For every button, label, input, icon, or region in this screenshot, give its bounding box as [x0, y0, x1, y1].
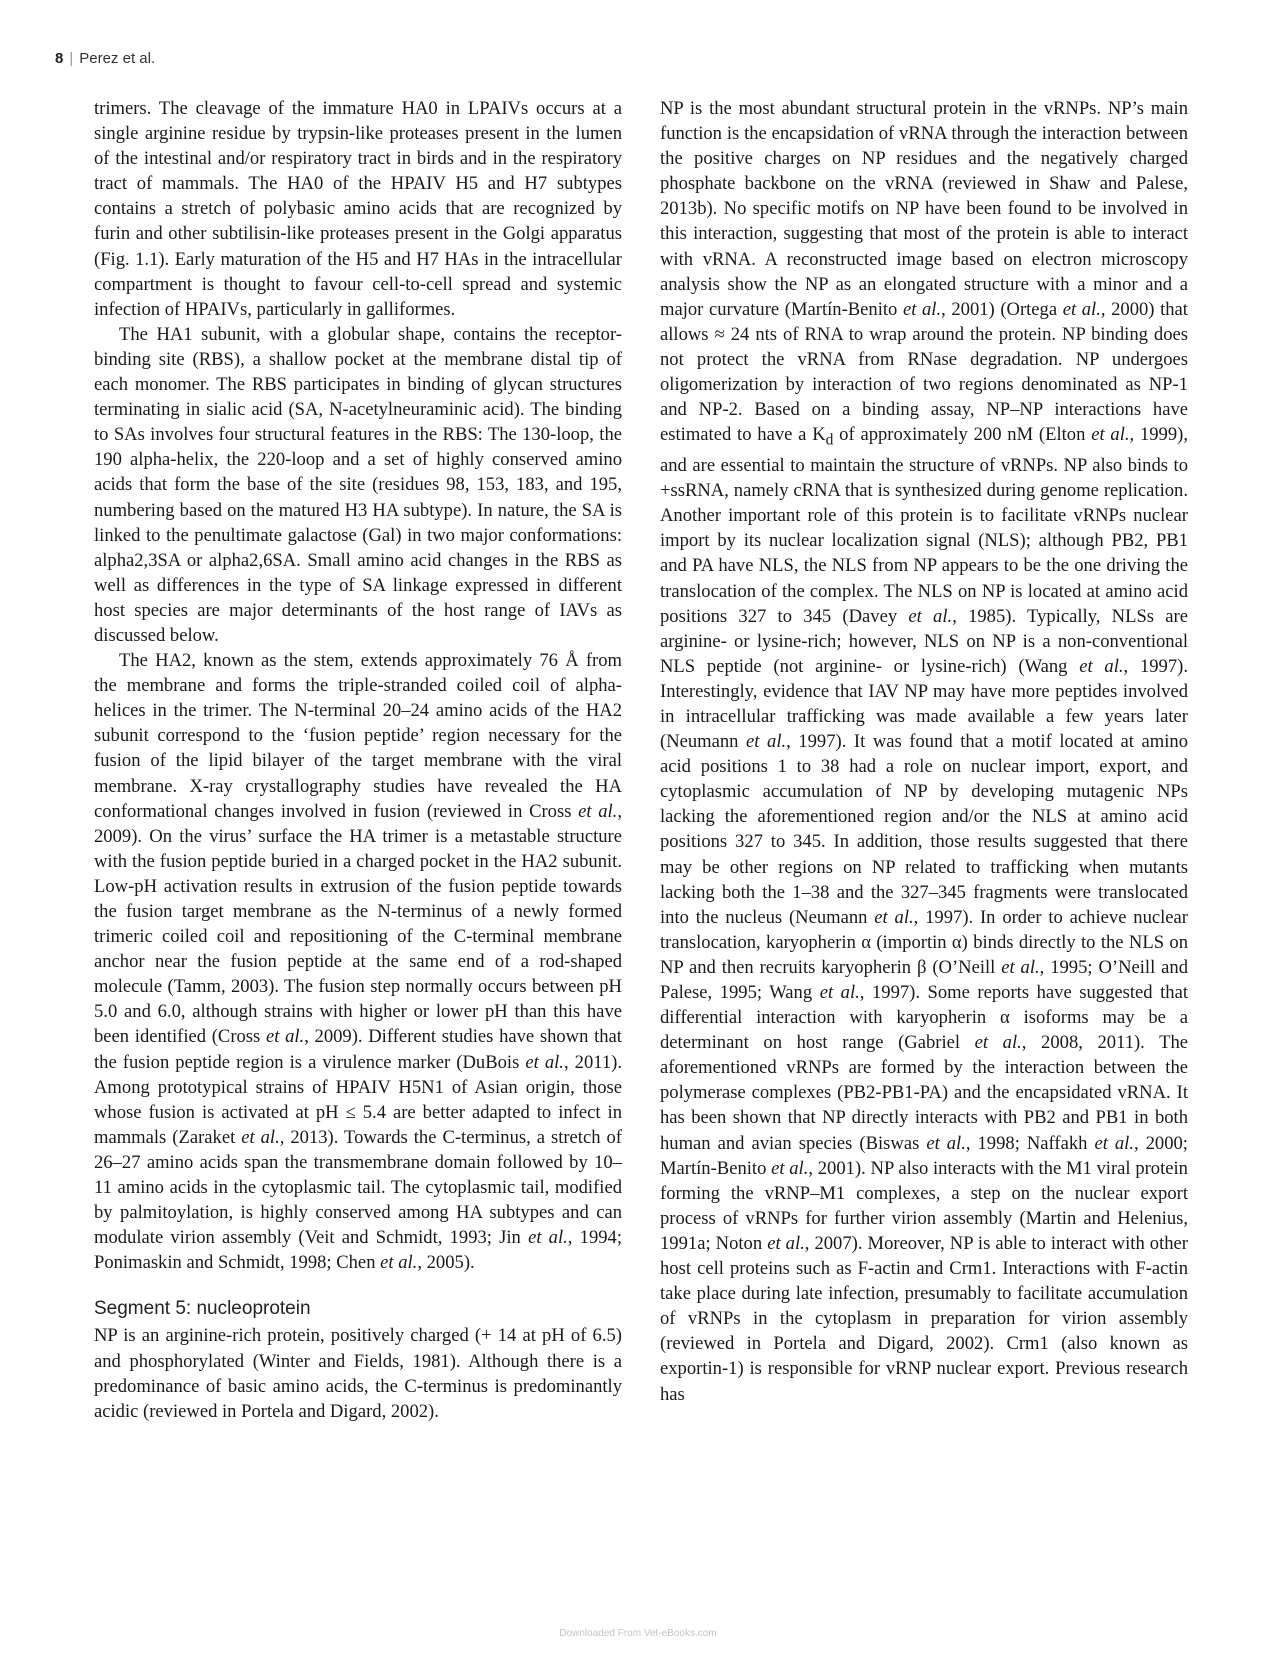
paragraph-ha0-cleavage: trimers. The cleavage of the immature HA0 in LPAIVs occurs at a single arginine residue by trypsin-like proteases present in the lumen of the intestinal and/or respiratory tract in birds and in the respiratory tract of mammals. The HA0 of the HPAIV H5 and H7 subtypes contains a stretch of polybasic amino acids that are recognized by furin and other subtilisin-like proteases present in the Golgi apparatus (Fig. 1.1). Early maturation of the H5 and H7 HAs in the intracellular compartment is thought to favour cell-to-cell spread and systemic infection of HPAIVs, particularly in galliformes. [94, 98, 622, 320]
running-head-authors: Perez et al. [79, 50, 156, 67]
paragraph-ha2-stem: The HA2, known as the stem, extends approximately 76 Å from the membrane and forms the triple-stranded coiled coil of alpha-helices in the trimer. The N-terminal 20–24 amino acids of the HA2 subunit correspond to the ‘fusion peptide’ region necessary for the fusion of the lipid bilayer of the target membrane with the viral membrane. X-ray crystallography studies have revealed the HA conformational changes involved in fusion (reviewed in Cross et al., 2009). On the virus’ surface the HA trimer is a metastable structure with the fusion peptide buried in a charged pocket in the HA2 subunit. Low-pH activation results in extrusion of the fusion peptide towards the fusion target membrane as the N-terminus of a newly formed trimeric coiled coil and repositioning of the C-terminal membrane anchor near the fusion peptide at the same end of a rod-shaped molecule (Tamm, 2003). The fusion step normally occurs between pH 5.0 and 6.0, although strains with higher or lower pH than this have been identified (Cross et al., 2009). Different studies have shown that the fusion peptide region is a virulence marker (DuBois et al., 2011). Among prototypical strains of HPAIV H5N1 of Asian origin, those whose fusion is activated at pH ≤ 5.4 are better adapted to infect in mammals (Zaraket et al., 2013). Towards the C-terminus, a stretch of 26–27 amino acids span the transmembrane domain followed by 10–11 amino acids in the cytoplasmic tail. The cytoplasmic tail, modified by palmitoylation, is highly conserved among HA subtypes and can modulate virion assembly (Veit and Schmidt, 1993; Jin et al., 1994; Ponimaskin and Schmidt, 1998; Chen et al., 2005). [94, 650, 623, 1274]
paragraph-ha1-subunit: The HA1 subunit, with a globular shape, contains the receptor-binding site (RBS), a shallow pocket at the membrane distal tip of each monomer. The RBS participates in binding of glycan structures terminating in sialic acid (SA, N-acetylneuraminic acid). The binding to SAs involves four structural features in the RBS: The 130-loop, the 190 alpha-helix, the 220-loop and a set of highly conserved amino acids that form the base of the site (residues 98, 153, 183, and 195, numbering based on the matured H3 HA subtype). In nature, the SA is linked to the penultimate galactose (Gal) in two major conformations: alpha2,3SA or alpha2,6SA. Small amino acid changes in the RBS as well as differences in the type of SA linkage expressed in different host species are major determinants of the host range of IAVs as discussed below. [94, 323, 622, 646]
section-heading-nucleoprotein: Segment 5: nucleoprotein [94, 1298, 311, 1320]
download-watermark: Downloaded From Vet-eBooks.com [559, 1628, 717, 1639]
page-number: 8 [55, 50, 64, 67]
left-column [94, 96, 622, 1424]
header-separator: | [69, 50, 74, 67]
paragraph-np-intro: NP is an arginine-rich protein, positively charged (+ 14 at pH of 6.5) and phosphorylated (Winter and Fields, 1981). Although there is a predominance of basic amino acids, the C-terminus is predominantly acidic (reviewed in Portela and Digard, 2002). [94, 1325, 622, 1422]
running-header [55, 50, 155, 67]
paragraph-np-function: NP is the most abundant structural protein in the vRNPs. NP’s main function is the encapsidation of vRNA through the interaction between the positive charges on NP residues and the negatively charged phosphate backbone on the vRNA (reviewed in Shaw and Palese, 2013b). No specific motifs on NP have been found to be involved in this interaction, suggesting that most of the protein is able to interact with vRNA. A reconstructed image based on electron microscopy analysis show the NP as an elongated structure with a minor and a major curvature (Martín-Benito et al., 2001) (Ortega et al., 2000) that allows ≈ 24 nts of RNA to wrap around the protein. NP binding does not protect the vRNA from RNase degradation. NP undergoes oligomerization by interaction of two regions denominated as NP-1 and NP-2. Based on a binding assay, NP–NP interactions have estimated to have a $K_d$ of approximately 200 nM (Elton et al., 1999), and are essential to maintain the structure of vRNPs. NP also binds to +ssRNA, namely cRNA that is synthesized during genome replication. Another important role of this protein is to facilitate vRNPs nuclear import by its nuclear localization signal (NLS); although PB2, PB1 and PA have NLS, the NLS from NP appears to be the one driving the translocation of the complex. The NLS on NP is located at amino acid positions 327 to 345 (Davey et al., 1985). Typically, NLSs are arginine- or lysine-rich; however, NLS on NP is a non-conventional NLS peptide (not arginine- or lysine-rich) (Wang et al., 1997). Interestingly, evidence that IAV NP may have more peptides involved in intracellular trafficking was made available a few years later (Neumann et al., 1997). It was found that a motif located at amino acid positions 1 to 38 had a role on nuclear import, export, and cytoplasmic accumulation of NP by developing mutagenic NPs lacking the aforementioned region and/or the NLS at amino acid positions 327 to 345. In addition, those results suggested that there may be other regions on NP related to trafficking when mutants lacking both the 1–38 and the 327–345 fragments were translocated into the nucleus (Neumann et al., 1997). In order to achieve nuclear translocation, karyopherin α (importin α) binds directly to the NLS on NP and then recruits karyopherin β (O’Neill et al., 1995; O’Neill and Palese, 1995; Wang et al., 1997). Some reports have suggested that differential interaction with karyopherin α isoforms may be a determinant on host range (Gabriel et al., 2008, 2011). The aforementioned vRNPs are formed by the interaction between the polymerase complexes (PB2-PB1-PA) and the encapsidated vRNA. It has been shown that NP directly interacts with PB2 and PB1 in both human and avian species (Biswas et al., 1998; Naffakh et al., 2000; Martín-Benito et al., 2001). NP also interacts with the M1 viral protein forming the vRNP–M1 complexes, a step on the nuclear export process of vRNPs for further virion assembly (Martin and Helenius, 1991a; Noton et al., 2007). Moreover, NP is able to interact with other host cell proteins such as F-actin and Crm1. Interactions with F-actin take place during late infection, presumably to facilitate accumulation of vRNPs in the cytoplasm in preparation for virion assembly (reviewed in Portela and Digard, 2002). Crm1 (also known as exportin-1) is responsible for vRNP nuclear export. Previous research has [660, 98, 1189, 1405]
right-column [660, 96, 1188, 1407]
